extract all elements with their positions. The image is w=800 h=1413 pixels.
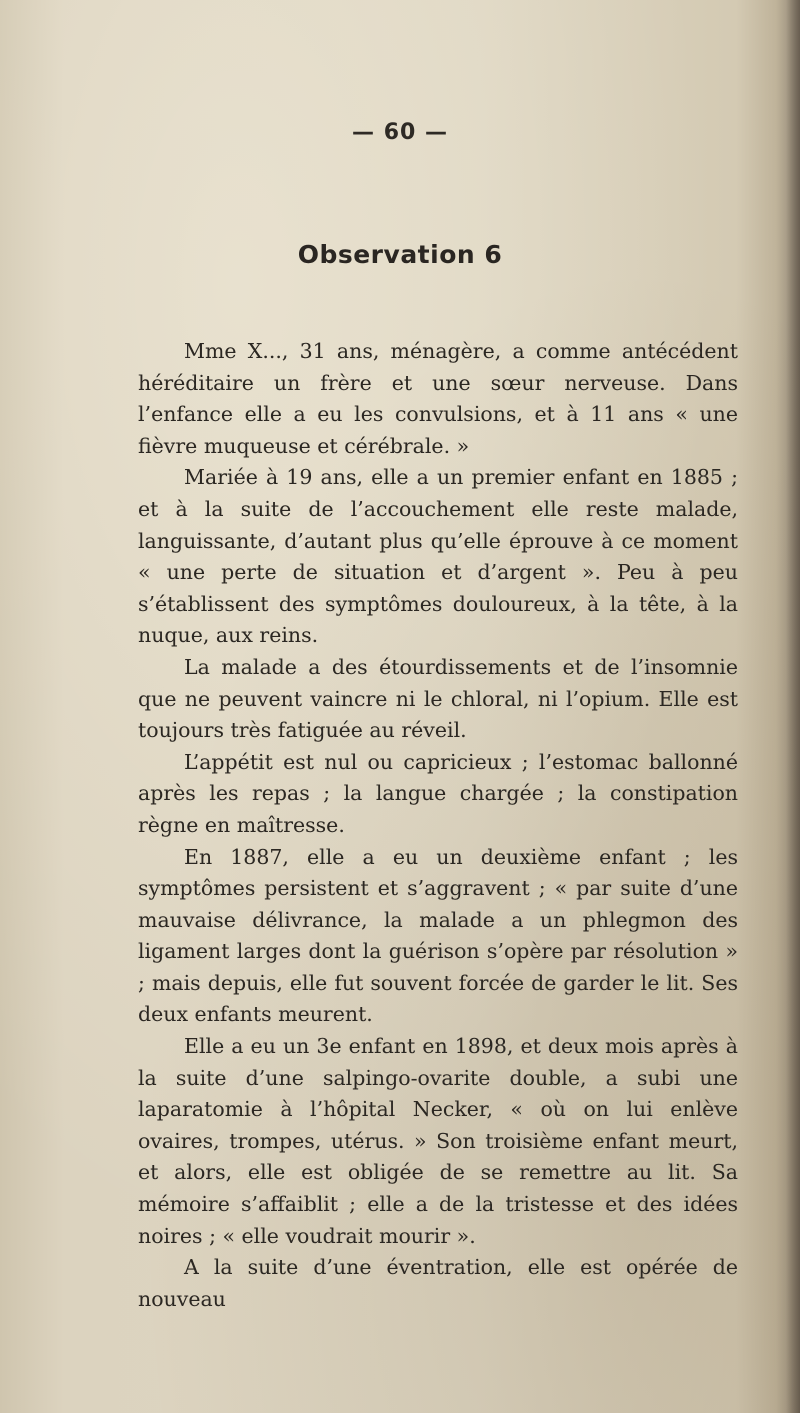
paragraph-7: A la suite d’une éventration, elle est opérée de nouveau (138, 1255, 738, 1311)
paragraph-2: Mariée à 19 ans, elle a un premier enfant en 1885 ; et à la suite de l’accouchement elle reste malade, languissante, d’autant plus qu’elle éprouve à ce moment « une perte de situation et d’argent ». Peu à peu s’établissent des symptômes douloureux, à la tête, à la nuque, aux reins. (138, 465, 738, 648)
page-number: — 60 — (352, 120, 448, 145)
paragraph-4: L’appétit est nul ou capricieux ; l’estomac ballonné après les repas ; la langue chargée ; la constipation règne en maîtresse. (138, 749, 738, 837)
body-text (138, 336, 738, 1315)
paragraph-6: Elle a eu un 3e enfant en 1898, et deux mois après à la suite d’une salpingo-ovarite double, a subi une laparatomie à l’hôpital Necker, « où on lui enlève ovaires, trompes, utérus. » Son troisième enfant meurt, et alors, elle est obligée de se remettre au lit. Sa mémoire s’affaiblit ; elle a de la tristesse et des idées noires ; « elle voudrait mourir ». (138, 1034, 738, 1248)
page-binding-edge (786, 0, 800, 1413)
paragraph-5: En 1887, elle a eu un deuxième enfant ; les symptômes persistent et s’aggravent ; « par suite d’une mauvaise délivrance, la malade a un phlegmon des ligament larges dont la guérison s’opère par résolution » ; mais depuis, elle fut souvent forcée de garder le lit. Ses deux enfants meurent. (138, 844, 738, 1027)
paragraph-1: Mme X..., 31 ans, ménagère, a comme antécédent héréditaire un frère et une sœur nerveuse. Dans l’enfance elle a eu les convulsions, et à 11 ans « une fièvre muqueuse et cérébrale. » (138, 339, 738, 458)
observation-title: Observation 6 (297, 240, 503, 269)
paragraph-3: La malade a des étourdissements et de l’insomnie que ne peuvent vaincre ni le chloral, ni l’opium. Elle est toujours très fatiguée au réveil. (138, 654, 738, 743)
